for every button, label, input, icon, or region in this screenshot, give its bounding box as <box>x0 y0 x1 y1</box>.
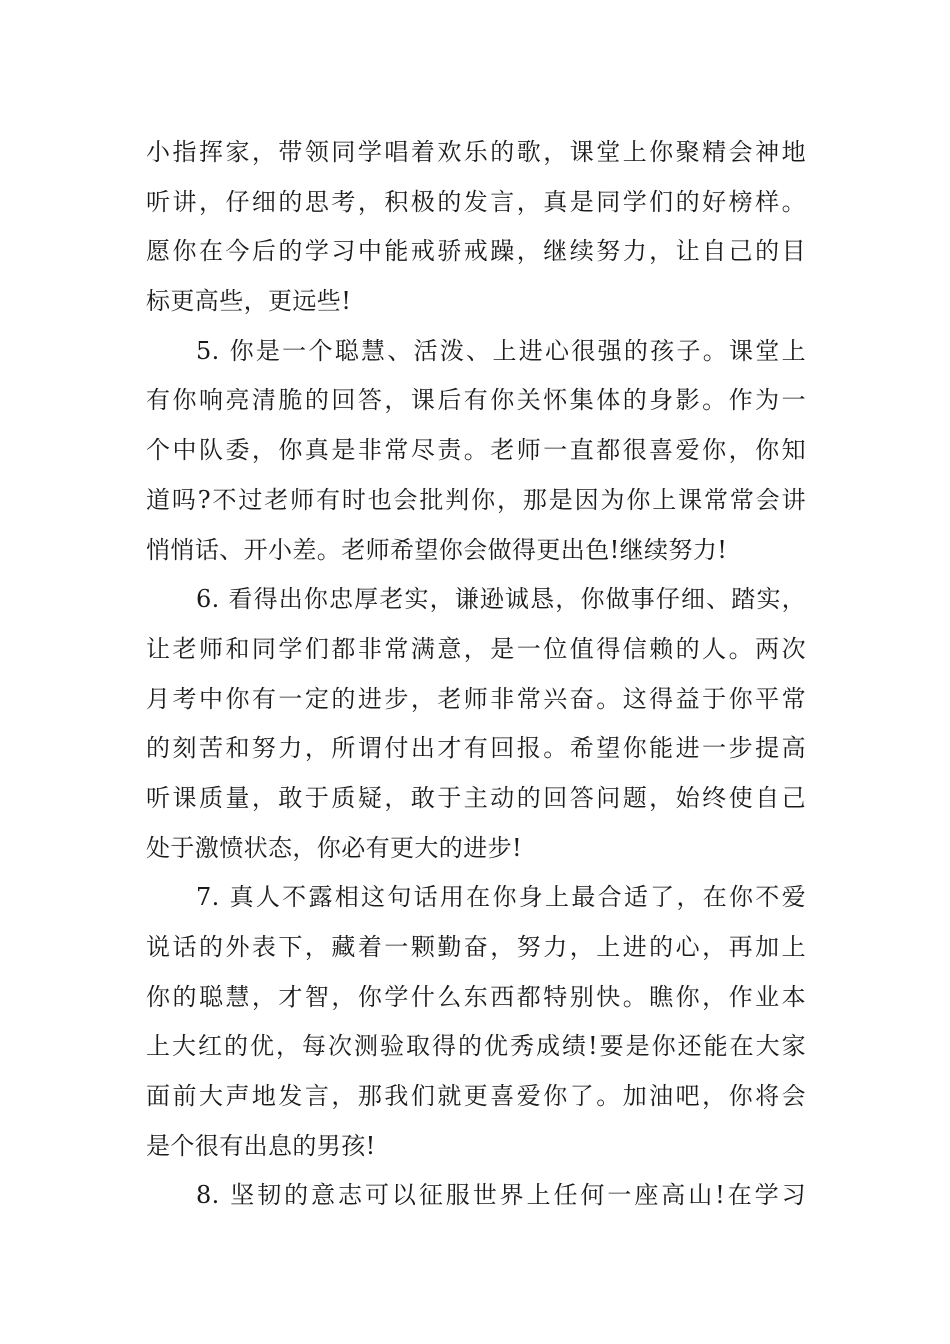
text-line: 说话的外表下，藏着一颗勤奋，努力，上进的心，再加上 <box>146 933 806 961</box>
text-line: 标更高些，更远些! <box>146 287 352 316</box>
text-line: 道吗?不过老师有时也会批判你，那是因为你上课常常会讲 <box>146 485 806 514</box>
text-line: 听课质量，敢于质疑，敢于主动的回答问题，始终使自己 <box>146 783 806 812</box>
text-line: 小指挥家，带领同学唱着欢乐的歌，课堂上你聚精会神地 <box>146 138 806 166</box>
text-line: 悄悄话、开小差。老师希望你会做得更出色!继续努力! <box>146 535 728 564</box>
text-line: 个中队委，你真是非常尽责。老师一直都很喜爱你，你知 <box>146 436 806 465</box>
text-line: 愿你在今后的学习中能戒骄戒躁，继续努力，让自己的目 <box>146 237 806 266</box>
text-line: 有你响亮清脆的回答，课后有你关怀集体的身影。作为一 <box>146 386 806 415</box>
text-line: 你的聪慧，才智，你学什么东西都特别快。瞧你，作业本 <box>146 982 806 1011</box>
text-line: 月考中你有一定的进步，老师非常兴奋。这得益于你平常 <box>146 684 806 713</box>
paragraph-start-6: 6. 看得出你忠厚老实，谦逊诚恳，你做事仔细、踏实， <box>196 585 806 614</box>
text-line: 听讲，仔细的思考，积极的发言，真是同学们的好榜样。 <box>146 187 806 216</box>
paragraph-start-5: 5. 你是一个聪慧、活泼、上进心很强的孩子。课堂上 <box>196 336 806 365</box>
body-text <box>146 128 806 1221</box>
paragraph-start-8: 8. 坚韧的意志可以征服世界上任何一座高山!在学习 <box>196 1181 806 1210</box>
paragraph-start-7: 7. 真人不露相这句话用在你身上最合适了，在你不爱 <box>196 883 806 912</box>
text-line: 处于激愤状态，你必有更大的进步! <box>146 833 523 862</box>
text-line: 的刻苦和努力，所谓付出才有回报。希望你能进一步提高 <box>146 734 806 763</box>
text-line: 是个很有出息的男孩! <box>146 1131 376 1160</box>
text-line: 面前大声地发言，那我们就更喜爱你了。加油吧，你将会 <box>146 1082 806 1111</box>
text-line: 上大红的优，每次测验取得的优秀成绩!要是你还能在大家 <box>146 1032 806 1061</box>
text-line: 让老师和同学们都非常满意，是一位值得信赖的人。两次 <box>146 634 806 663</box>
